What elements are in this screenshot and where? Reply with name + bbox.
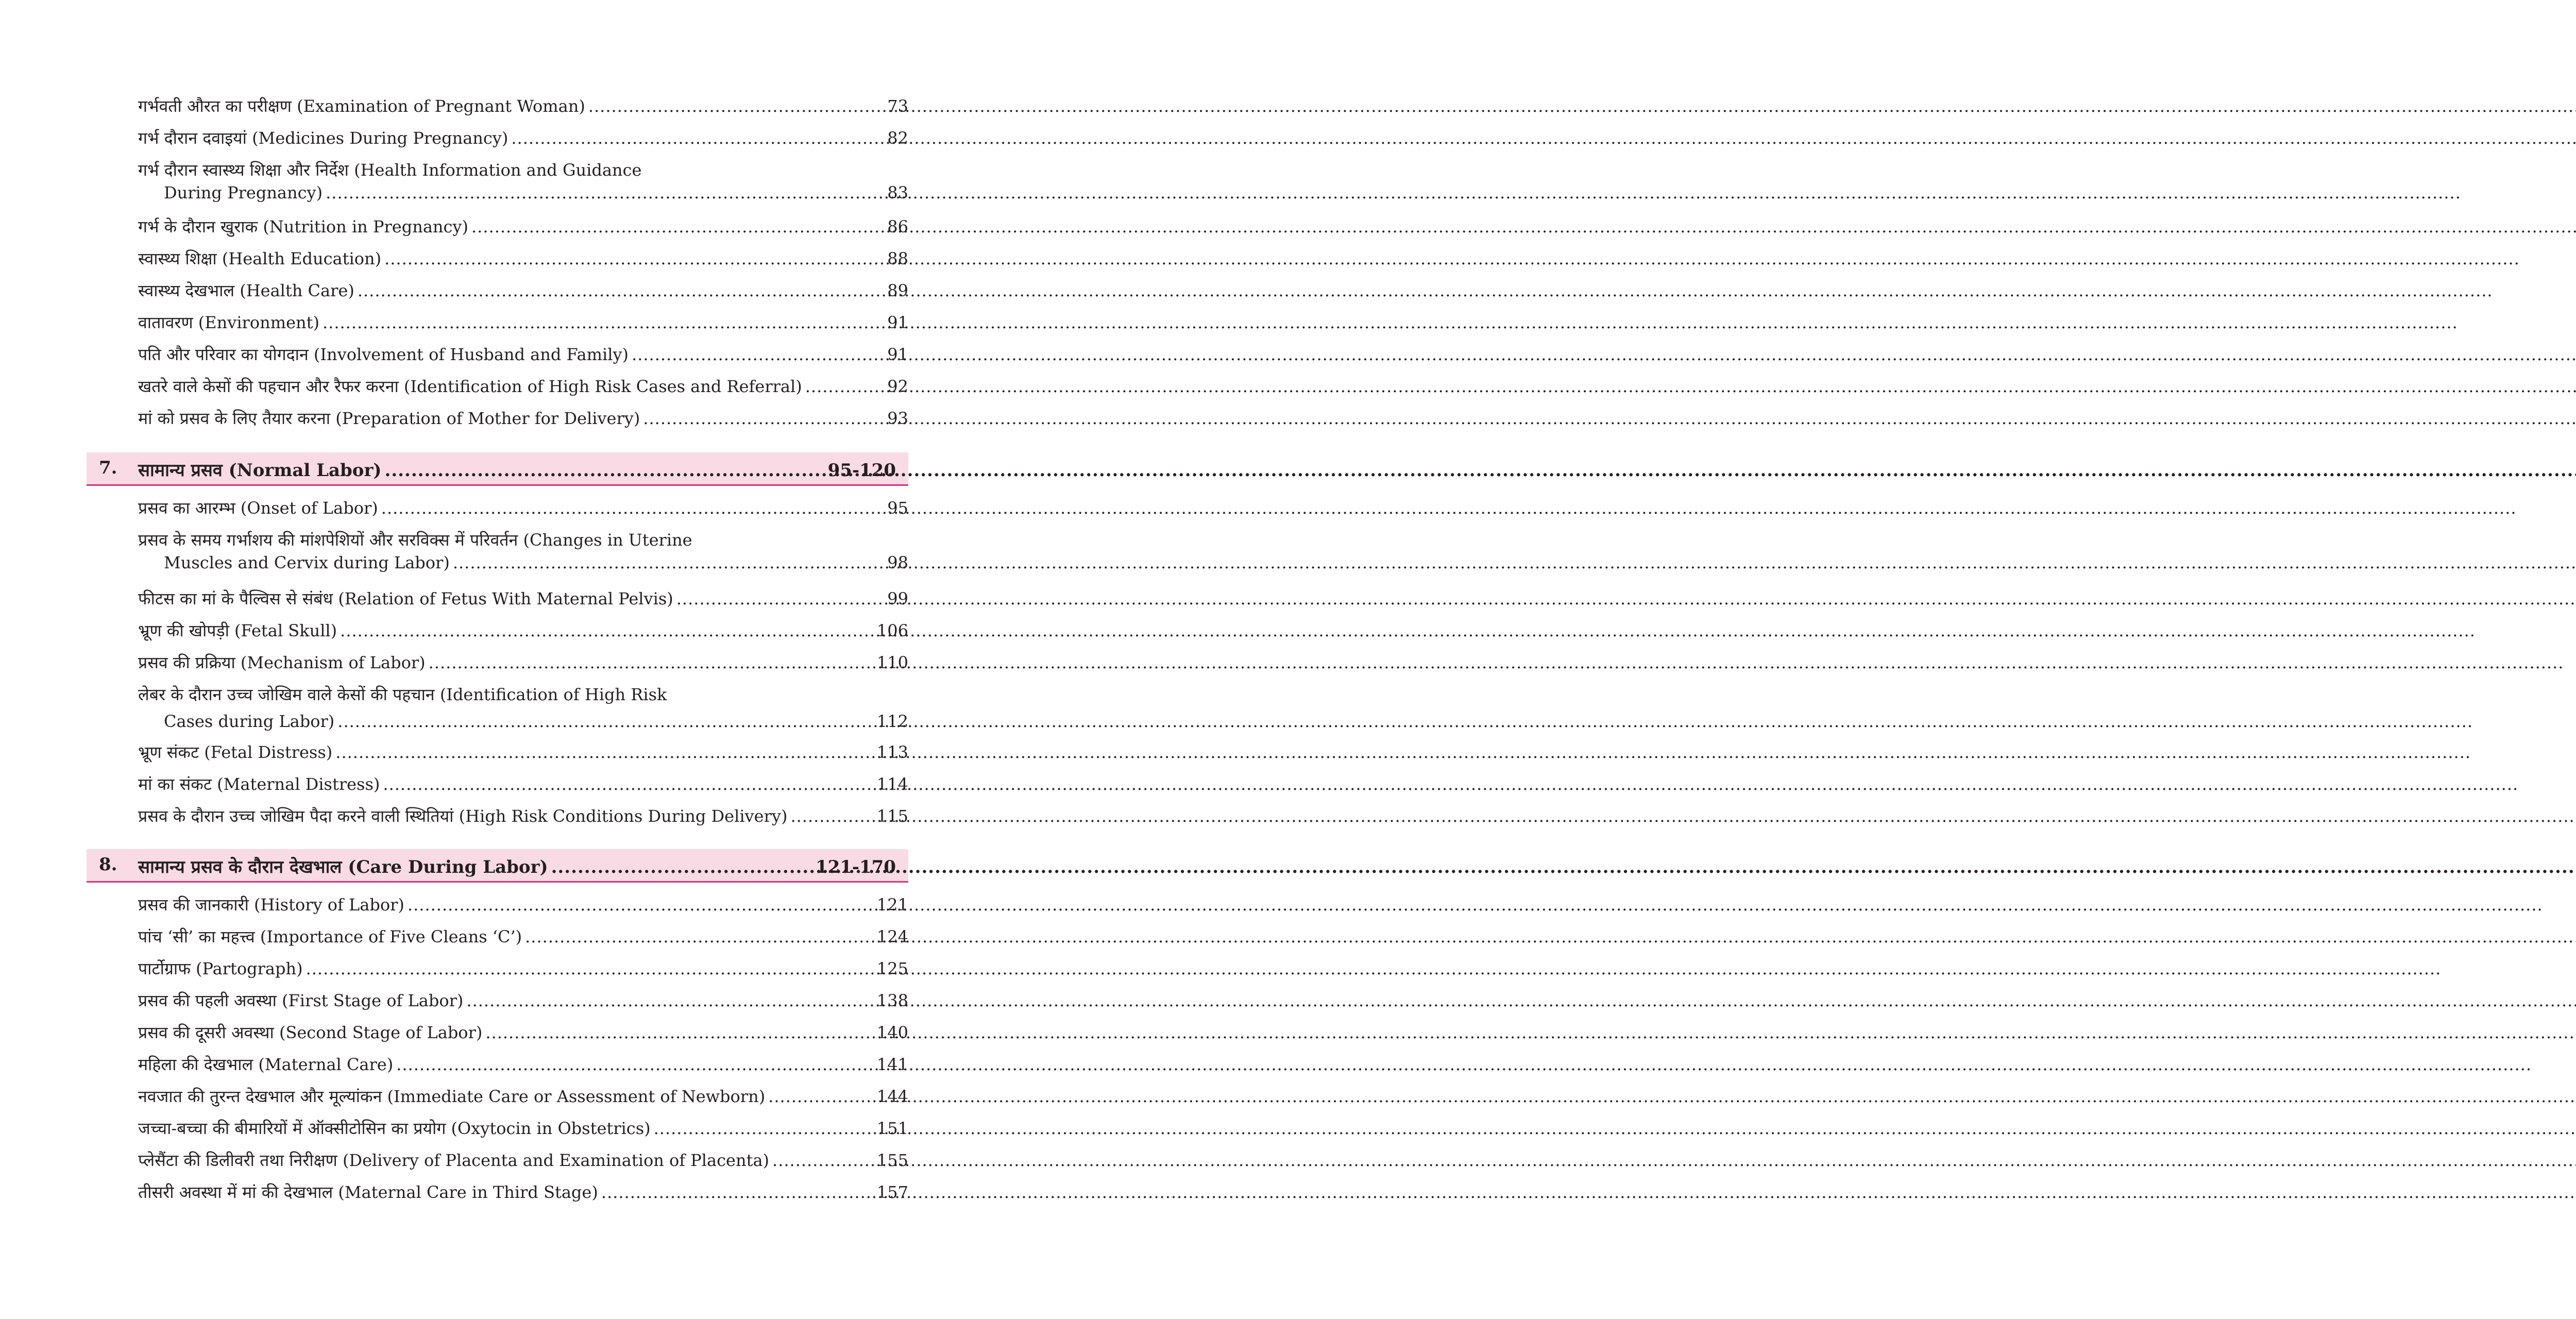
- toc-entry-title: Cases during Labor): [164, 712, 335, 731]
- toc-entry: [138, 990, 908, 1011]
- toc-entry-page: 112: [876, 712, 908, 731]
- toc-entry: [138, 926, 908, 947]
- toc-entry-title: गर्भ के दौरान खुराक (Nutrition in Pregnancy): [138, 217, 468, 236]
- toc-entry-title-line1: गर्भ दौरान स्वास्थ्य शिक्षा और निर्देश (Health Information and Guidance: [138, 160, 642, 180]
- toc-entry-page: 86: [887, 217, 908, 236]
- toc-entry-page: 110: [876, 653, 908, 672]
- toc-entry-title: प्लेसैंटा की डिलीवरी तथा निरीक्षण (Delivery of Placenta and Examination of Placenta): [138, 1151, 770, 1170]
- toc-entry-title: स्वास्थ्य देखभाल (Health Care): [138, 281, 354, 300]
- toc-entry: [138, 280, 908, 301]
- toc-entry: [138, 344, 908, 365]
- toc-entry-title: जच्चा-बच्चा की बीमारियों में ऑक्सीटोसिन का प्रयोग (Oxytocin in Obstetrics): [138, 1119, 651, 1138]
- chapter-number: 8.: [99, 854, 117, 875]
- toc-entry: [138, 774, 908, 794]
- toc-entry: [138, 806, 908, 826]
- toc-entry-title-line1: प्रसव के समय गर्भाशय की मांशपेशियों और सरविक्स में परिवर्तन (Changes in Uterine: [138, 530, 692, 550]
- chapter-heading-7: [87, 452, 908, 486]
- chapter-heading-8: [87, 849, 908, 883]
- toc-entry-title: मां को प्रसव के लिए तैयार करना (Preparation of Mother for Delivery): [138, 409, 640, 428]
- toc-entry: [138, 216, 908, 237]
- toc-entry: [138, 530, 908, 573]
- toc-entry-title: महिला की देखभाल (Maternal Care): [138, 1055, 394, 1074]
- toc-entry-title: प्रसव का आरम्भ (Onset of Labor): [138, 498, 378, 518]
- chapter-title: सामान्य प्रसव के दौरान देखभाल (Care During Labor): [138, 857, 548, 877]
- toc-entry-page: 151: [876, 1119, 908, 1138]
- toc-entry-page: 124: [876, 927, 908, 946]
- toc-entry-page: 73: [887, 96, 908, 116]
- toc-entry: [138, 1022, 908, 1043]
- toc-entry-title: Muscles and Cervix during Labor): [164, 553, 450, 572]
- chapter-title: सामान्य प्रसव (Normal Labor): [138, 460, 382, 481]
- toc-entry-title: नवजात की तुरन्त देखभाल और मूल्यांकन (Immediate Care or Assessment of Newborn): [138, 1087, 766, 1106]
- toc-entry: [138, 128, 908, 148]
- toc-entry-title: प्रसव की प्रक्रिया (Mechanism of Labor): [138, 653, 426, 672]
- toc-entry: [138, 684, 908, 732]
- toc-entry-title: फीटस का मां के पैल्विस से संबंध (Relation of Fetus With Maternal Pelvis): [138, 589, 673, 608]
- toc-entry-title: तीसरी अवस्था में मां की देखभाल (Maternal Care in Third Stage): [138, 1182, 598, 1202]
- toc-entry-title: गर्भ दौरान दवाइयां (Medicines During Pregnancy): [138, 128, 509, 148]
- toc-entry-page: 106: [876, 621, 908, 640]
- toc-entry-page: 99: [887, 589, 908, 608]
- toc-entry-page: 93: [887, 409, 908, 428]
- toc-entry-page: 141: [876, 1055, 908, 1074]
- toc-entry: [138, 588, 908, 609]
- toc-entry: [138, 1054, 908, 1075]
- toc-entry-page: 91: [887, 345, 908, 364]
- toc-entry: [138, 96, 908, 116]
- toc-entry-page: 88: [887, 249, 908, 268]
- toc-entry-title: प्रसव के दौरान उच्च जोखिम पैदा करने वाली स्थितियां (High Risk Conditions During Delivery): [138, 806, 788, 826]
- toc-entry-title: खतरे वाले केसों की पहचान और रैफर करना (Identification of High Risk Cases and Referral): [138, 377, 802, 396]
- chapter-pages: 95-120: [827, 460, 896, 481]
- toc-entry-page: 91: [887, 313, 908, 332]
- toc-entry-title: भ्रूण संकट (Fetal Distress): [138, 742, 333, 762]
- table-of-contents: [0, 0, 994, 1319]
- toc-entry-page: 115: [876, 806, 908, 826]
- toc-entry-page: 121: [876, 895, 908, 915]
- toc-entry: [138, 1182, 908, 1203]
- toc-entry: [138, 1150, 908, 1171]
- toc-entry-page: 82: [887, 128, 908, 148]
- toc-entry: [138, 248, 908, 269]
- toc-entry: [138, 620, 908, 641]
- toc-entry: [138, 160, 908, 203]
- toc-entry-page: 144: [876, 1087, 908, 1106]
- toc-entry: [138, 498, 908, 518]
- toc-entry-title: पार्टोग्राफ (Partograph): [138, 959, 303, 978]
- chapter-number: 7.: [99, 458, 117, 478]
- toc-entry-page: 95: [887, 498, 908, 518]
- toc-entry-page: 83: [887, 183, 908, 202]
- toc-entry: [138, 1118, 908, 1139]
- toc-entry-page: 92: [887, 377, 908, 396]
- toc-entry-title: पांच ‘सी’ का महत्त्व (Importance of Five Cleans ‘C’): [138, 927, 522, 946]
- chapter-pages: 121-170: [815, 857, 896, 877]
- toc-entry: [138, 408, 908, 429]
- toc-entry-title: प्रसव की दूसरी अवस्था (Second Stage of Labor): [138, 1023, 483, 1042]
- toc-entry: [138, 312, 908, 333]
- toc-entry-page: 125: [876, 959, 908, 978]
- toc-entry-page: 157: [876, 1182, 908, 1202]
- toc-entry-title: पति और परिवार का योगदान (Involvement of Husband and Family): [138, 345, 629, 364]
- toc-entry: [138, 376, 908, 397]
- toc-entry: [138, 652, 908, 673]
- toc-entry-title: भ्रूण की खोपड़ी (Fetal Skull): [138, 621, 337, 640]
- toc-entry: [138, 1086, 908, 1107]
- toc-entry-title-line1: लेबर के दौरान उच्च जोखिम वाले केसों की पहचान (Identification of High Risk: [138, 685, 667, 704]
- toc-entry: [138, 958, 908, 979]
- toc-entry-title: During Pregnancy): [164, 183, 323, 202]
- toc-entry-title: गर्भवती औरत का परीक्षण (Examination of Pregnant Woman): [138, 96, 585, 116]
- toc-entry-page: 155: [876, 1151, 908, 1170]
- toc-entry-title: मां का संकट (Maternal Distress): [138, 774, 380, 794]
- toc-entry-title: स्वास्थ्य शिक्षा (Health Education): [138, 249, 382, 268]
- toc-entry: [138, 894, 908, 915]
- toc-entry: [138, 742, 908, 763]
- toc-entry-page: 138: [876, 991, 908, 1010]
- toc-entry-page: 114: [876, 774, 908, 794]
- toc-entry-page: 113: [876, 742, 908, 762]
- toc-entry-title: प्रसव की पहली अवस्था (First Stage of Labor): [138, 991, 464, 1010]
- toc-entry-page: 98: [887, 553, 908, 572]
- toc-entry-page: 140: [876, 1023, 908, 1042]
- toc-entry-page: 89: [887, 281, 908, 300]
- toc-entry-title: वातावरण (Environment): [138, 313, 319, 332]
- toc-entry-title: प्रसव की जानकारी (History of Labor): [138, 895, 404, 915]
